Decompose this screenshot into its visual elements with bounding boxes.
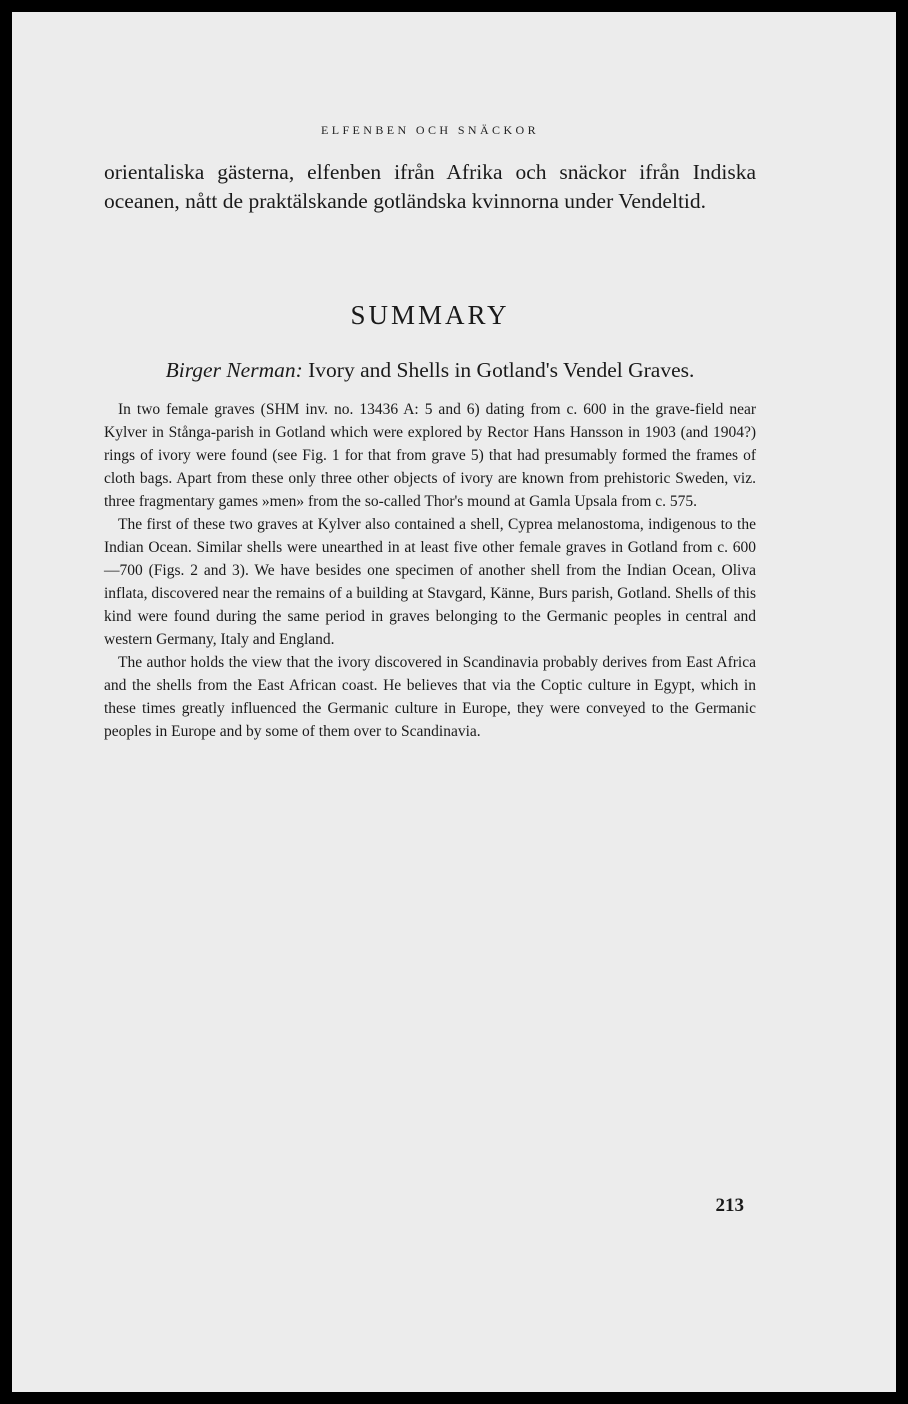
summary-paragraph: In two female graves (SHM inv. no. 13436 A: 5 and 6) dating from c. 600 in the grave-field near Kylver in Stånga-parish in Gotland which were explored by Rector Hans Hansson in 1903 (and 1904?) rings of ivory were found (see Fig. 1 for that from grave 5) that had presumably formed the frames of cloth bags. Apart from these only three other objects of ivory are known from prehistoric Sweden, viz. three fragmentary games »men» from the so-called Thor's mound at Gamla Upsala from c. 575. [104,401,756,510]
summary-paragraph: The first of these two graves at Kylver also contained a shell, Cyprea melanostoma, indigenous to the Indian Ocean. Similar shells were unearthed in at least five other female graves in Gotland from c. 600—700 (Figs. 2 and 3). We have besides one specimen of another shell from the Indian Ocean, Oliva inflata, discovered near the remains of a building at Stavgard, Känne, Burs parish, Gotland. Shells of this kind were found during the same period in graves belonging to the Germanic peoples in central and western Germany, Italy and England. [104,516,756,648]
intro-paragraph: orientaliska gästerna, elfenben ifrån Afrika och snäckor ifrån Indiska oceanen, nått de praktälskande gotländska kvinnorna under Vendeltid. [104,160,756,213]
summary-heading: SUMMARY [350,300,510,330]
summary-paragraph: The author holds the view that the ivory discovered in Scandinavia probably derives from East Africa and the shells from the East African coast. He believes that via the Coptic culture in Egypt, which in these times greatly influenced the Germanic culture in Europe, they were conveyed to the Germanic peoples in Europe and by some of them over to Scandinavia. [104,654,756,740]
page-number: 213 [715,1195,744,1216]
article-author: Birger Nerman: [165,358,303,382]
summary-body [104,398,756,743]
article-title [104,356,756,384]
running-head: ELFENBEN OCH SNÄCKOR [320,123,539,137]
article-title-text: Ivory and Shells in Gotland's Vendel Graves. [308,358,695,382]
book-page [12,12,896,1392]
page-content [104,108,756,743]
